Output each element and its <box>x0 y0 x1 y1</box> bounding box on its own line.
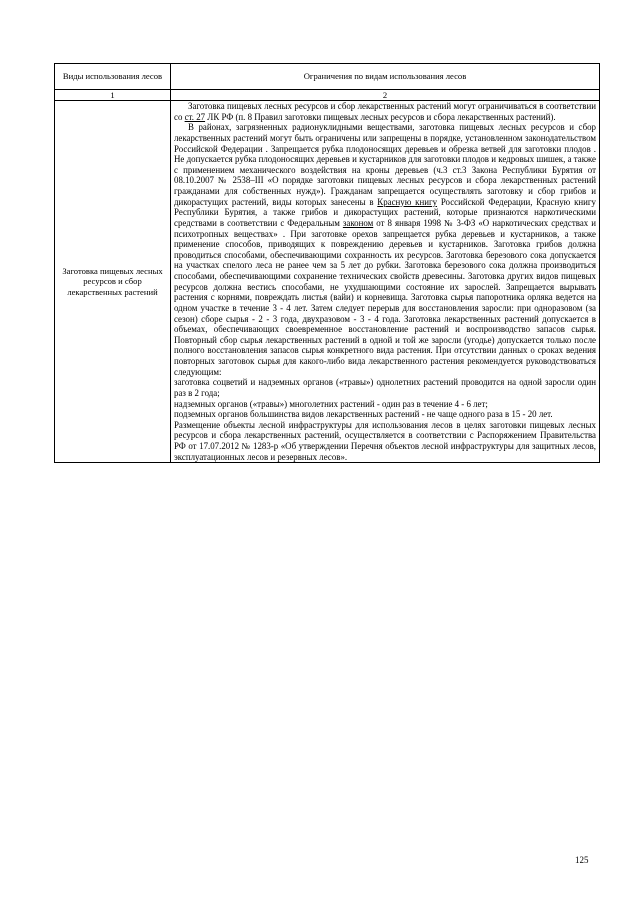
federal-law-link[interactable]: законом <box>342 217 374 228</box>
restriction-paragraph-1 <box>174 101 596 122</box>
restriction-paragraph-4: надземных органов («травы») многолетних растений - один раз в течение 4 - 6 лет; <box>174 398 488 409</box>
table-row <box>55 101 600 463</box>
restriction-paragraph-3: заготовка соцветий и надземных органов («травы») однолетних растений проводится на одной заросли один раз в 2 года; <box>174 377 596 398</box>
header-restrictions: Ограничения по видам использования лесов <box>171 64 600 90</box>
paragraph-text: от 8 января 1998 № 3-ФЗ «О наркотических средствах и психотропных веществах» . При заготовке орехов запрещается рубка деревьев и кустарников, а также применение способов, приводящих к повреждению деревьев и кустарников. Заготовка грибов должна проводиться способами, обеспечивающими сохранность их ресурсов. Заготовка березового сока допускается на участках спелого леса не ранее чем за 5 лет до рубки. Заготовка березового сока должна производиться способами, обеспечивающими сохранение технических свойств древесины. Заготовка других видов пищевых ресурсов должна вестись способами, не ухудшающими состояние их зарослей. Запрещается вырывать растения с корнями, повреждать листья (вайи) и корневища. Заготовка сырья папоротника орляка ведется на одном участке в течение 3 - 4 лет. Затем следует перерыв для восстановления заросли: при одноразовом (за сезон) сборе сырья - 2 - 3 года, двухразовом - 3 - 4 года. Заготовка лекарственных растений допускается в объемах, обеспечивающих своевременное восстановление растений и воспроизводство запасов сырья. Повторный сбор сырья лекарственных растений в одной и той же заросли (угодье) допускается только после полного восстановления запасов сырья конкретного вида растения. При отсутствии данных о сроках ведения повторных заготовок сырья для какого-либо вида лекарственного растения рекомендуется руководствоваться следующим: <box>174 217 596 377</box>
restriction-paragraph-5: подземных органов большинства видов лекарственных растений - не чаще одного раза в 15 - 20 лет. <box>174 409 553 420</box>
column-number-1: 1 <box>55 90 171 101</box>
paragraph-text: Заготовка пищевых лесных ресурсов и сбор лекарственных растений могут ограничиваться в соответствии со <box>174 101 596 122</box>
red-book-link[interactable]: Красную книгу <box>377 196 438 207</box>
paragraph-text: Российской Федерации, Красную книгу Республики Бурятия, а также грибов и дикорастущих растений, которые признаются наркотическими средствами в соответствии с Федеральным <box>174 196 596 228</box>
restrictions-table <box>54 63 600 463</box>
restriction-paragraph-2 <box>174 122 596 377</box>
paragraph-text: В районах, загрязненных радионуклидными веществами, заготовка пищевых лесных ресурсов и сбор лекарственных растений могут быть ограничены или запрещены в порядке, установленном законодательством Российской Федерации . Запрещается рубка плодоносящих деревьев и обрезка ветвей для заготовки плодов . Не допускается рубка плодоносящих деревьев и кустарников для заготовки плодов и кедровых шишек, а также с применением механического воздействия на кроны деревьев (ч.3 ст.3 Закона Республики Бурятия от 08.10.2007 № 2538–III «О порядке заготовки пищевых лесных ресурсов и сбора лекарственных растений гражданами для собственных нужд»). Гражданам запрещается осуществлять заготовку и сбор грибов и дикорастущих растений, виды которых занесены в <box>174 122 596 207</box>
column-number-row <box>55 90 600 101</box>
article-27-link[interactable]: ст. 27 <box>184 111 206 122</box>
restrictions-cell <box>171 101 600 463</box>
usage-type-cell: Заготовка пищевых лесных ресурсов и сбор лекарственных растений <box>55 101 171 463</box>
paragraph-text: ЛК РФ (п. 8 Правил заготовки пищевых лесных ресурсов и сбора лекарственных растений). <box>205 111 556 122</box>
column-number-2: 2 <box>171 90 600 101</box>
header-usage-types: Виды использования лесов <box>55 64 171 90</box>
header-row <box>55 64 600 90</box>
restriction-paragraph-6: Размещение объекты лесной инфраструктуры для использования лесов в целях заготовки пищевых лесных ресурсов и сбора лекарственных растений, осуществляется в соответствии с Распоряжением Правительства РФ от 17.07.2012 № 1283-р «Об утверждении Перечня объектов лесной инфраструктуры для защитных лесов, эксплуатационных лесов и резервных лесов». <box>174 419 596 462</box>
page-number: 125 <box>575 855 589 865</box>
